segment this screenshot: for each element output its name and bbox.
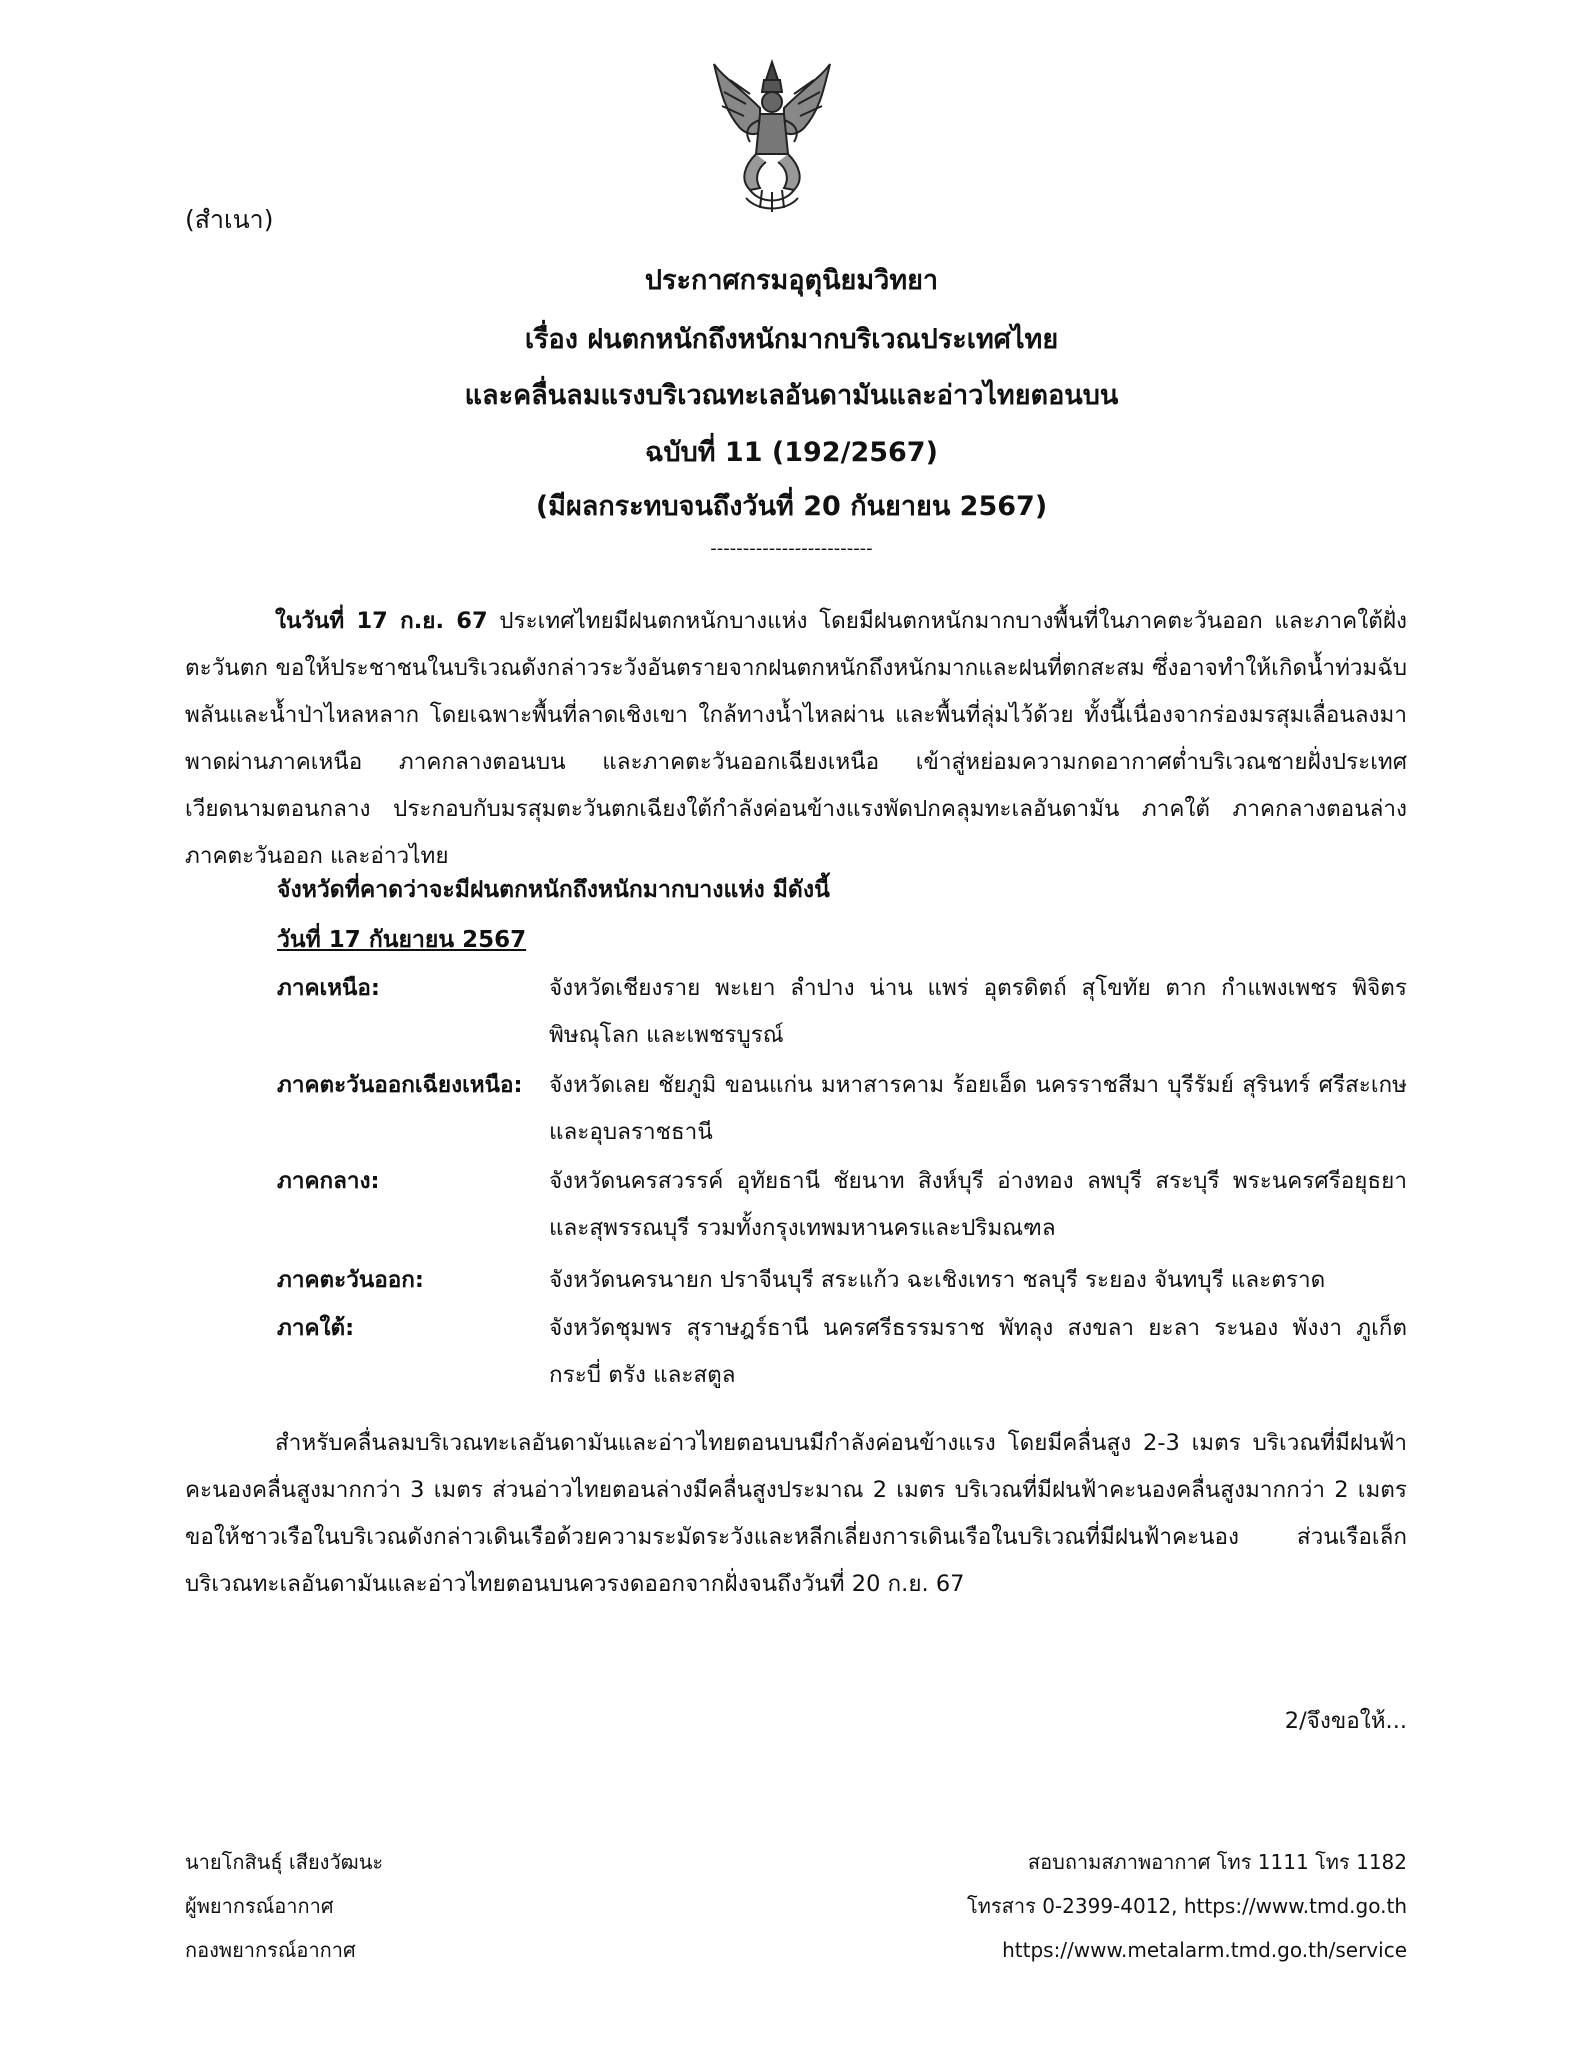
region-provinces: จังหวัดเชียงราย พะเยา ลำปาง น่าน แพร่ อุตรดิตถ์ สุโขทัย ตาก กำแพงเพชร พิจิตร พิษณุโลก และเพชรบูรณ์ [549, 975, 1407, 1048]
signer-name: นายโกสินธุ์ เสียงวัฒนะ [185, 1850, 384, 1874]
forecast-paragraph [185, 598, 1407, 880]
region-name: ภาคเหนือ: [277, 975, 380, 1001]
garuda-emblem-icon [710, 58, 834, 214]
forecast-body: ประเทศไทยมีฝนตกหนักบางแห่ง โดยมีฝนตกหนักมากบางพื้นที่ในภาคตะวันออก และภาคใต้ฝั่งตะวันตก ขอให้ประชาชนในบริเวณดังกล่าวระวังอันตรายจากฝนตกหนักถึงหนักมากและฝนที่ตกสะสม ซึ่งอาจทำให้เกิดน้ำท่วมฉับพลันและน้ำป่าไหลหลาก โดยเฉพาะพื้นที่ลาดเชิงเขา ใกล้ทางน้ำไหลผ่าน และพื้นที่ลุ่มไว้ด้วย ทั้งนี้เนื่องจากร่องมรสุมเลื่อนลงมาพาดผ่านภาคเหนือ ภาคกลางตอนบน และภาคตะวันออกเฉียงเหนือ เข้าสู่หย่อมความกดอากาศต่ำบริเวณชายฝั่งประเทศเวียดนามตอนกลาง ประกอบกับมรสุมตะวันตกเฉียงใต้กำลังค่อนข้างแรงพัดปกคลุมทะเลอันดามัน ภาคใต้ ภาคกลางตอนล่าง ภาคตะวันออก และอ่าวไทย [185, 608, 1407, 869]
region-name: ภาคใต้: [277, 1315, 355, 1341]
signer-title: ผู้พยากรณ์อากาศ [185, 1894, 334, 1918]
forecast-date: วันที่ 17 กันยายน 2567 [277, 927, 527, 953]
contact-fax-website[interactable]: โทรสาร 0-2399-4012, https://www.tmd.go.th [967, 1894, 1407, 1918]
title-divider: ------------------------- [710, 538, 873, 559]
region-provinces: จังหวัดเลย ชัยภูมิ ขอนแก่น มหาสารคาม ร้อยเอ็ด นครราชสีมา บุรีรัมย์ สุรินทร์ ศรีสะเกษ และอุบลราชธานี [549, 1072, 1407, 1145]
forecast-date-lead: ในวันที่ 17 ก.ย. 67 [275, 608, 488, 634]
region-name: ภาคกลาง: [277, 1168, 380, 1194]
next-page-marker: 2/จึงขอให้... [1284, 1708, 1407, 1734]
announcement-subject-cont: และคลื่นลมแรงบริเวณทะเลอันดามันและอ่าวไทยตอนบน [464, 380, 1119, 411]
provinces-heading: จังหวัดที่คาดว่าจะมีฝนตกหนักถึงหนักมากบางแห่ง มีดังนี้ [277, 877, 830, 903]
announcement-title: ประกาศกรมอุตุนิยมวิทยา [644, 265, 939, 296]
region-name: ภาคตะวันออก: [277, 1267, 424, 1293]
region-provinces: จังหวัดชุมพร สุราษฎร์ธานี นครศรีธรรมราช พัทลุง สงขลา ยะลา ระนอง พังงา ภูเก็ต กระบี่ ตรัง และสตูล [549, 1315, 1407, 1388]
region-name: ภาคตะวันออกเฉียงเหนือ: [277, 1072, 523, 1098]
contact-service-link[interactable]: https://www.metalarm.tmd.go.th/service [1002, 1938, 1407, 1962]
region-provinces: จังหวัดนครนายก ปราจีนบุรี สระแก้ว ฉะเชิงเทรา ชลบุรี ระยอง จันทบุรี และตราด [549, 1267, 1326, 1293]
copy-mark: (สำเนา) [185, 205, 274, 234]
announcement-subject: เรื่อง ฝนตกหนักถึงหนักมากบริเวณประเทศไทย [524, 324, 1059, 355]
effective-until: (มีผลกระทบจนถึงวันที่ 20 กันยายน 2567) [535, 491, 1048, 522]
marine-paragraph: สำหรับคลื่นลมบริเวณทะเลอันดามันและอ่าวไทยตอนบนมีกำลังค่อนข้างแรง โดยมีคลื่นสูง 2-3 เมตร บริเวณที่มีฝนฟ้าคะนองคลื่นสูงมากกว่า 3 เมตร ส่วนอ่าวไทยตอนล่างมีคลื่นสูงประมาณ 2 เมตร บริเวณที่มีฝนฟ้าคะนองคลื่นสูงมากกว่า 2 เมตร ขอให้ชาวเรือในบริเวณดังกล่าวเดินเรือด้วยความระมัดระวังและหลีกเลี่ยงการเดินเรือในบริเวณที่มีฝนฟ้าคะนอง ส่วนเรือเล็กบริเวณทะเลอันดามันและอ่าวไทยตอนบนควรงดออกจากฝั่งจนถึงวันที่ 20 ก.ย. 67 [185, 1430, 1407, 1597]
signer-division: กองพยากรณ์อากาศ [185, 1938, 356, 1962]
contact-block [967, 1840, 1407, 1972]
region-provinces: จังหวัดนครสวรรค์ อุทัยธานี ชัยนาท สิงห์บุรี อ่างทอง ลพบุรี สระบุรี พระนครศรีอยุธยา และสุพรรณบุรี รวมทั้งกรุงเทพมหานครและปริมณฑล [549, 1168, 1407, 1241]
contact-phone: สอบถามสภาพอากาศ โทร 1111 โทร 1182 [1027, 1850, 1407, 1874]
issue-number: ฉบับที่ 11 (192/2567) [645, 437, 938, 468]
signer-block [185, 1840, 383, 1972]
